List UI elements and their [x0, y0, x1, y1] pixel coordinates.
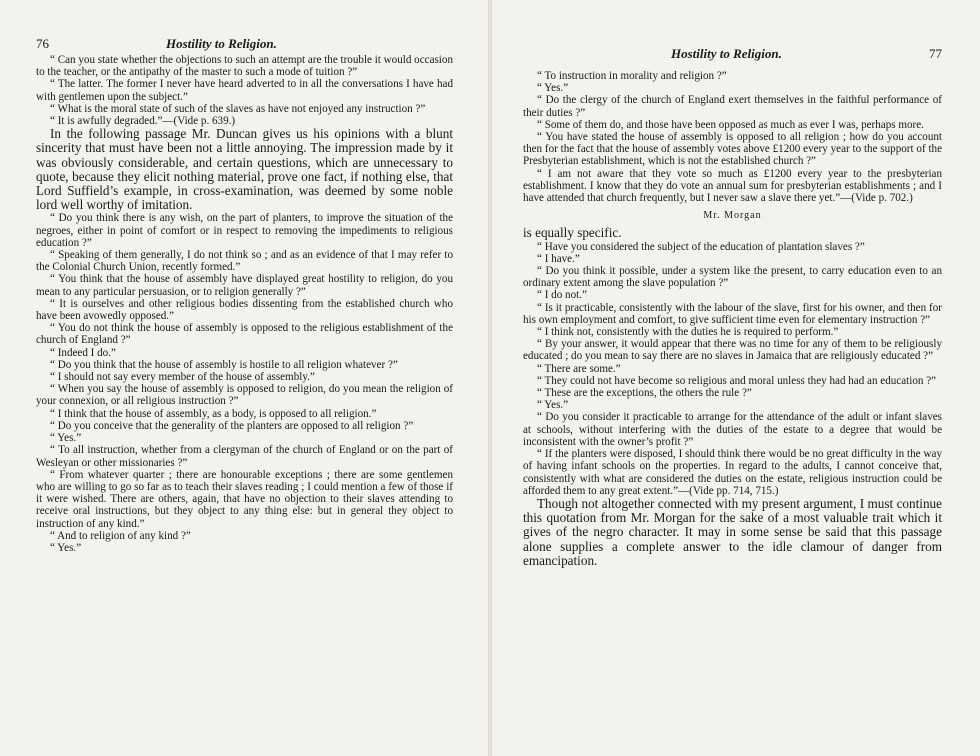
right-paragraph: “ By your answer, it would appear that there was no time for any of them to be religiously educated ; do you mean to say there are no slaves in Jamaica that are religiously educated ?”: [523, 338, 942, 363]
left-paragraph: “ It is ourselves and other religious bodies dissenting from the established church who have been avowedly opposed.”: [36, 297, 453, 323]
right-paragraph: “ I think not, consistently with the duties he is required to perform.”: [537, 326, 839, 339]
right-paragraph: “ Some of them do, and those have been opposed as much as ever I was, perhaps more.: [537, 118, 924, 131]
left-paragraph: In the following passage Mr. Duncan gives us his opinions with a blunt sincerity that must have been not a little annoying. The impression made by it was obviously considerable, and certain questions, which are unnecessary to quote, because they elicit nothing material, prove one fact, if nothing else, that Lord Suffield’s example, in cross-examination, was deemed by some noble lord well worthy of imitation.: [36, 126, 453, 213]
right-paragraph: “ There are some.”: [537, 362, 621, 375]
right-paragraph: “ Do the clergy of the church of England exert themselves in the faithful performance of their duties ?”: [523, 94, 942, 119]
right-paragraph: Though not altogether connected with my present argument, I must continue this quotation from Mr. Morgan for the sake of a most valuable trait which it gives of the negro character. It may in some sense be said that this passage alone supplies a complete answer to the idle clamour of danger from emancipation.: [523, 495, 942, 568]
right-paragraph: “ Have you considered the subject of the education of plantation slaves ?”: [537, 240, 865, 253]
left-paragraph: “ Speaking of them generally, I do not think so ; and as an evidence of that I may refer to the Colonial Church Union, recently formed.”: [36, 249, 453, 274]
right-paragraph: “ I do not.”: [537, 289, 587, 302]
left-paragraph: “ To all instruction, whether from a clergyman of the church of England or on the part of Wesleyan or other missionaries ?”: [36, 444, 453, 469]
left-page-body: [36, 54, 453, 554]
right-paragraph: “ Do you think it possible, under a system like the present, to carry education even to an ordinary extent among the slave population ?”: [523, 265, 942, 290]
left-paragraph: “ What is the moral state of such of the slaves as have not enjoyed any instruction ?”: [50, 102, 426, 115]
right-paragraphs-before: [523, 70, 942, 204]
left-running-title: Hostility to Religion.: [166, 36, 277, 51]
left-paragraph: “ The latter. The former I never have heard adverted to in all the conversations I have had with gentlemen upon the subject.”: [36, 78, 453, 103]
right-running-title: Hostility to Religion.: [671, 46, 782, 61]
left-paragraph: “ I should not say every member of the house of assembly.”: [50, 371, 315, 384]
right-paragraph: “ To instruction in morality and religion ?”: [537, 70, 727, 82]
right-paragraphs-after: [523, 226, 942, 567]
left-paragraph: “ Do you think that the house of assembly is hostile to all religion whatever ?”: [50, 358, 398, 371]
left-page-header: [36, 36, 453, 56]
right-paragraph: “ If the planters were disposed, I should think there would be no great difficulty in the way of having infant schools on the properties. In regard to the adults, I cannot conceive that, consistently with what are considered the duties on the estate, religious instruction could be afforded them to any great extent.”—(Vide pp. 714, 715.): [523, 448, 942, 497]
left-paragraph: “ When you say the house of assembly is opposed to religion, do you mean the religion of your connexion, or all religious instruction ?”: [36, 383, 453, 408]
left-paragraph: “ It is awfully degraded.”—(Vide p. 639.): [50, 115, 236, 128]
left-paragraph: “ Do you conceive that the generality of the planters are opposed to all religion ?”: [50, 419, 414, 432]
left-paragraph: “ I think that the house of assembly, as a body, is opposed to all religion.”: [50, 407, 377, 420]
left-paragraph: “ From whatever quarter ; there are honourable exceptions ; there are some gentlemen who are willing to go so far as to teach their slaves reading ; I could mention a few of those if it were wished. There are others, again, that have no objection to their slaves attending to receive oral instructions, but they object to any thing else: but in general they object to instruction of any kind.”: [36, 468, 453, 530]
right-paragraph: “ These are the exceptions, the others the rule ?”: [537, 387, 752, 400]
book-gutter: [488, 0, 492, 756]
left-page-number: 76: [36, 36, 49, 51]
right-paragraph: “ Yes.”: [537, 82, 569, 95]
left-paragraph: “ Yes.”: [50, 432, 82, 445]
left-paragraph: “ Can you state whether the objections to such an attempt are the trouble it would occasion to the teacher, or the antipathy of the master to such a mode of tuition ?”: [36, 54, 453, 79]
right-page-number: 77: [929, 46, 942, 61]
left-paragraph: “ Indeed I do.”: [50, 346, 116, 359]
right-paragraph: “ Yes.”: [537, 399, 569, 412]
left-paragraph: “ And to religion of any kind ?”: [50, 529, 191, 542]
right-paragraph: “ They could not have become so religious and moral unless they had had an education ?”: [537, 374, 937, 387]
right-paragraph: “ I am not aware that they vote so much as £1200 every year to the presbyterian establishment. I know that they do vote an annual sum for presbyterian establishments ; and I have attended that church frequently, but I never saw a slave there yet.”—(Vide p. 702.): [523, 167, 942, 205]
section-heading: Mr. Morgan: [703, 210, 762, 222]
right-page: [495, 0, 980, 756]
right-paragraph: “ You have stated the house of assembly is opposed to all religion ; how do you account then for the fact that the house of assembly votes above £1200 every year to the support of the Presbyterian establishment, which is not the established church ?”: [523, 131, 942, 168]
right-page-body: [523, 70, 942, 568]
left-paragraph: “ You think that the house of assembly have displayed great hostility to religion, do you mean to any particular persuasion, or to religion generally ?”: [36, 273, 453, 298]
left-paragraph: “ Yes.”: [50, 541, 82, 554]
left-page: [0, 0, 485, 756]
right-paragraph: “ I have.”: [537, 252, 580, 265]
right-paragraph: is equally specific.: [523, 225, 622, 241]
right-page-header: [523, 38, 942, 61]
right-paragraph: “ Do you consider it practicable to arrange for the attendance of the adult or infant slaves at schools, without interfering with the duties of the estate to a degree that would be inconsistent with the owner’s profit ?”: [523, 411, 942, 448]
left-paragraph: “ You do not think the house of assembly is opposed to the religious establishment of the church of England ?”: [36, 322, 453, 347]
right-paragraph: “ Is it practicable, consistently with the labour of the slave, first for his owner, and then for his own employment and comfort, to give sufficient time even for elementary instruction ?”: [523, 301, 942, 326]
left-paragraph: “ Do you think there is any wish, on the part of planters, to improve the situation of the negroes, either in point of comfort or in respect to removing the impediments to religious education ?”: [36, 212, 453, 249]
